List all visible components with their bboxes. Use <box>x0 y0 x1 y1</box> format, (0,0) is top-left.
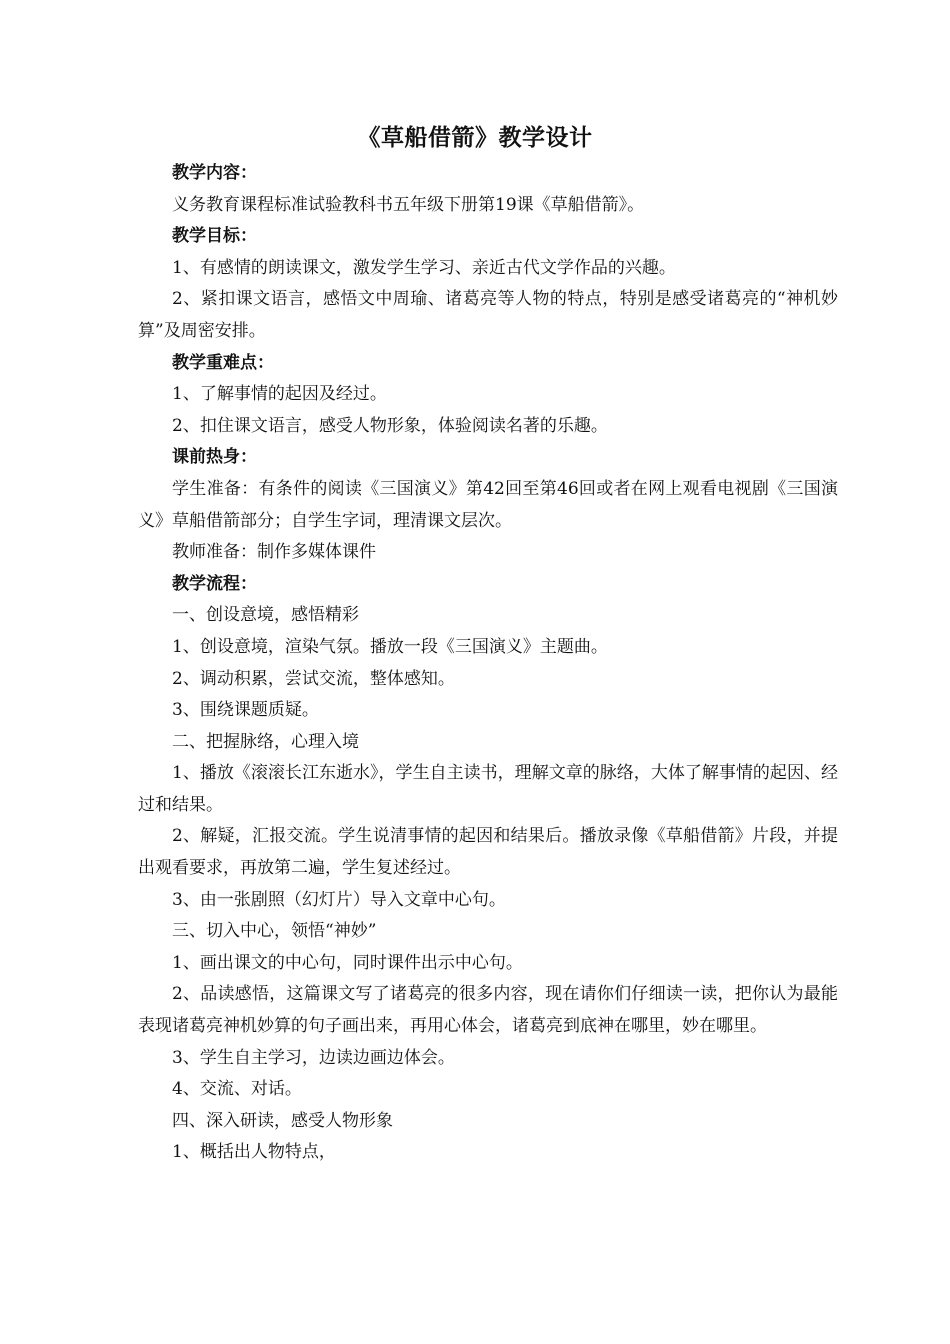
body-paragraph: 2、调动积累，尝试交流，整体感知。 <box>172 668 455 689</box>
body-paragraph: 二、把握脉络，心理入境 <box>172 731 359 752</box>
body-paragraph: 四、深入研读，感受人物形象 <box>172 1110 393 1131</box>
body-paragraph: 1、画出课文的中心句，同时课件出示中心句。 <box>172 952 523 973</box>
body-paragraph: 义务教育课程标准试验教科书五年级下册第19课《草船借箭》。 <box>172 194 645 215</box>
section-heading: 教学流程： <box>172 573 257 594</box>
body-paragraph: 三、切入中心，领悟“神妙” <box>172 921 377 942</box>
body-paragraph: 学生准备：有条件的阅读《三国演义》第42回至第46回或者在网上观看电视剧《三国演义》草船借箭部分；自学生字词，理清课文层次。 <box>138 478 838 531</box>
section-heading: 教学目标： <box>172 226 257 247</box>
body-paragraph: 3、围绕课题质疑。 <box>172 700 319 721</box>
body-paragraph: 1、有感情的朗读课文，激发学生学习、亲近古代文学作品的兴趣。 <box>172 257 676 278</box>
body-paragraph: 1、创设意境，渲染气氛。播放一段《三国演义》主题曲。 <box>172 636 608 657</box>
section-heading: 课前热身： <box>172 447 257 468</box>
document-body <box>138 158 838 1169</box>
body-paragraph: 1、播放《滚滚长江东逝水》，学生自主读书，理解文章的脉络，大体了解事情的起因、经过和结果。 <box>138 763 838 815</box>
section-heading: 教学内容： <box>172 163 257 183</box>
body-paragraph: 1、了解事情的起因及经过。 <box>172 384 387 405</box>
body-paragraph: 2、紧扣课文语言，感悟文中周瑜、诸葛亮等人物的特点，特别是感受诸葛亮的“神机妙算”及周密安排。 <box>138 289 838 341</box>
body-paragraph: 2、扣住课文语言，感受人物形象，体验阅读名著的乐趣。 <box>172 415 608 436</box>
body-paragraph: 3、由一张剧照（幻灯片）导入文章中心句。 <box>172 889 506 910</box>
body-paragraph: 4、交流、对话。 <box>172 1079 302 1100</box>
section-heading: 教学重难点： <box>172 352 274 373</box>
body-paragraph: 一、创设意境，感悟精彩 <box>172 605 359 626</box>
body-paragraph: 2、品读感悟，这篇课文写了诸葛亮的很多内容，现在请你们仔细读一读，把你认为最能表现诸葛亮神机妙算的句子画出来，再用心体会，诸葛亮到底神在哪里，妙在哪里。 <box>138 984 838 1037</box>
body-paragraph: 1、概括出人物特点， <box>172 1142 336 1163</box>
body-paragraph: 2、解疑，汇报交流。学生说清事情的起因和结果后。播放录像《草船借箭》片段，并提出观看要求，再放第二遍，学生复述经过。 <box>138 826 838 879</box>
body-paragraph: 教师准备：制作多媒体课件 <box>172 542 376 563</box>
body-paragraph: 3、学生自主学习，边读边画边体会。 <box>172 1047 455 1068</box>
document-title: 《草船借箭》教学设计 <box>357 125 593 151</box>
